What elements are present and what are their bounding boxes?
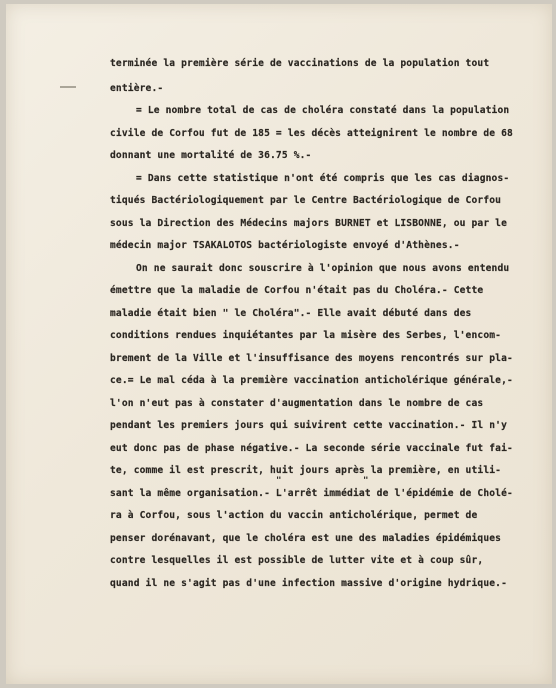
text-line: contre lesquelles il est possible de lutter vite et à coup sûr, xyxy=(110,555,484,566)
text-line: émettre que la maladie de Corfou n'était pas du Choléra.- Cette xyxy=(110,285,484,296)
text-line: terminée la première série de vaccinations de la population tout xyxy=(110,58,490,69)
document-page xyxy=(6,4,552,684)
ditto-mark: " xyxy=(363,476,369,486)
text-line: donnant une mortalité de 36.75 %.- xyxy=(110,150,312,161)
text-line: entière.- xyxy=(110,83,164,94)
text-line: On ne saurait donc souscrire à l'opinion que nous avons entendu xyxy=(136,263,510,274)
text-line: ra à Corfou, sous l'action du vaccin anticholérique, permet de xyxy=(110,510,478,521)
text-line: civile de Corfou fut de 185 = les décès atteignirent le nombre de 68 xyxy=(110,128,513,139)
text-line: sant la même organisation.- L'arrêt immédiat de l'épidémie de Cholé- xyxy=(110,488,513,499)
text-line: sous la Direction des Médecins majors BURNET et LISBONNE, ou par le xyxy=(110,218,508,229)
text-line: penser dorénavant, que le choléra est une des maladies épidémiques xyxy=(110,533,502,544)
margin-mark xyxy=(60,86,76,88)
ditto-mark: " xyxy=(276,476,282,486)
text-line: te, comme il est prescrit, huit jours après la première, en utili- xyxy=(110,465,502,476)
text-line: pendant les premiers jours qui suivirent cette vaccination.- Il n'y xyxy=(110,420,508,431)
text-line: maladie était bien " le Choléra".- Elle avait débuté dans des xyxy=(110,308,472,319)
text-line: quand il ne s'agit pas d'une infection massive d'origine hydrique.- xyxy=(110,578,508,589)
text-line: conditions rendues inquiétantes par la misère des Serbes, l'encom- xyxy=(110,330,502,341)
text-line: = Le nombre total de cas de choléra constaté dans la population xyxy=(136,105,510,116)
text-line: = Dans cette statistique n'ont été compris que les cas diagnos- xyxy=(136,173,510,184)
text-line: tiqués Bactériologiquement par le Centre Bactériologique de Corfou xyxy=(110,195,502,206)
text-line: médecin major TSAKALOTOS bactériologiste envoyé d'Athènes.- xyxy=(110,240,460,251)
text-line: ce.= Le mal céda à la première vaccination anticholérique générale,- xyxy=(110,375,513,386)
text-line: eut donc pas de phase négative.- La seconde série vaccinale fut fai- xyxy=(110,443,513,454)
text-line: l'on n'eut pas à constater d'augmentation dans le nombre de cas xyxy=(110,398,484,409)
text-line: brement de la Ville et l'insuffisance des moyens rencontrés sur pla- xyxy=(110,353,513,364)
